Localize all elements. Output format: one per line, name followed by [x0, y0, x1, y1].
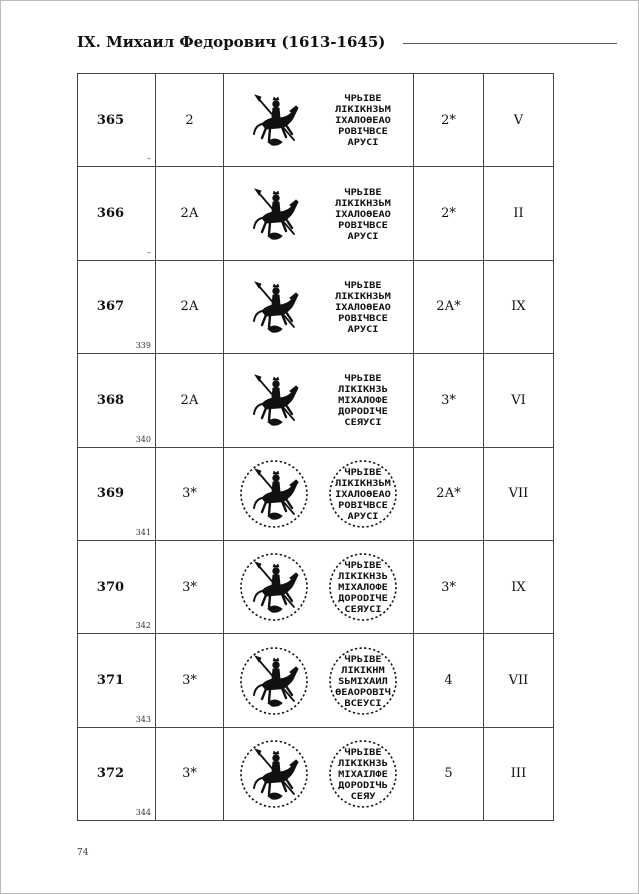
- coin-image-cell: [224, 167, 414, 260]
- reverse-legend-line: СЕЯУСI: [344, 604, 382, 615]
- reverse-legend-line: ЛIКIКНЗЬМ: [334, 290, 391, 301]
- type-value: 3*: [182, 486, 197, 502]
- table-row: [78, 354, 554, 447]
- reference-number: 339: [135, 341, 151, 351]
- coin-reverse-legend: [327, 645, 399, 717]
- coin-obverse-rider-icon: [238, 84, 310, 156]
- type-value: 2А: [180, 299, 199, 315]
- coin-reverse-legend: [327, 458, 399, 530]
- table-row: [78, 447, 554, 540]
- reverse-legend-line: МIХАЛОФЕ: [337, 395, 388, 406]
- reverse-legend-line: ЧРЬIВЕ: [344, 653, 382, 664]
- reference-number: 342: [135, 621, 151, 631]
- coin-reverse-legend: [327, 738, 399, 810]
- type-cell: [156, 74, 224, 167]
- rarity-value: 4: [444, 673, 453, 689]
- reverse-legend-line: ѲЕАОРОВIЧ: [334, 686, 391, 697]
- rarity-value: 2*: [441, 206, 456, 222]
- catalog-number-cell: [78, 447, 156, 540]
- table-row: [78, 634, 554, 727]
- grade-value: II: [513, 206, 524, 222]
- table-row: [78, 727, 554, 820]
- coin-reverse-legend: [327, 271, 399, 343]
- coin-obverse-rider-icon: [238, 458, 310, 530]
- type-cell: [156, 727, 224, 820]
- catalog-number-cell: [78, 727, 156, 820]
- coin-catalog-table: [77, 73, 554, 821]
- catalog-number-cell: [78, 354, 156, 447]
- catalog-number: 368: [96, 392, 125, 408]
- type-cell: [156, 447, 224, 540]
- catalog-number: 370: [96, 579, 125, 595]
- coin-obverse-rider-icon: [238, 178, 310, 250]
- catalog-number-cell: [78, 74, 156, 167]
- rarity-value: 5: [444, 766, 453, 782]
- reverse-legend-line: ЧРЬIВЕ: [344, 560, 382, 571]
- catalog-number: 367: [96, 299, 125, 315]
- catalog-number-cell: [78, 634, 156, 727]
- reference-number: 344: [135, 808, 151, 818]
- catalog-number: 369: [96, 486, 125, 502]
- reverse-legend-line: МIХАЛОФЕ: [337, 582, 388, 593]
- reverse-legend-line: ЛIКIКНМ: [341, 664, 385, 675]
- reverse-legend-line: АРУСI: [347, 323, 379, 334]
- coin-image-cell: [224, 447, 414, 540]
- table-row: [78, 540, 554, 633]
- table-row: [78, 167, 554, 260]
- reverse-legend-line: ЧРЬIВЕ: [344, 466, 382, 477]
- rarity-cell: [414, 74, 484, 167]
- rarity-cell: [414, 634, 484, 727]
- coin-image-cell: [224, 634, 414, 727]
- reverse-legend-line: ВСЕУСI: [344, 697, 382, 708]
- type-cell: [156, 167, 224, 260]
- rarity-cell: [414, 167, 484, 260]
- coin-obverse-rider-icon: [238, 364, 310, 436]
- coin-image-cell: [224, 74, 414, 167]
- reverse-legend-line: РОВIЧВСЕ: [337, 312, 388, 323]
- grade-value: VII: [508, 486, 529, 502]
- grade-cell: [484, 634, 554, 727]
- heading-rule: [403, 43, 617, 44]
- coin-reverse-legend: [327, 84, 399, 156]
- grade-cell: [484, 354, 554, 447]
- reverse-legend-line: СЕЯУСI: [344, 417, 382, 428]
- grade-cell: [484, 260, 554, 353]
- coin-obverse-rider-icon: [238, 645, 310, 717]
- rarity-value: 3*: [441, 392, 456, 408]
- grade-cell: [484, 167, 554, 260]
- grade-cell: [484, 74, 554, 167]
- page-number: 74: [77, 848, 89, 858]
- reverse-legend-line: IХАЛОѲЕАО: [334, 488, 391, 499]
- reverse-legend-line: ЛIКIКНЗЬ: [337, 384, 388, 395]
- grade-value: VII: [508, 673, 529, 689]
- chapter-heading: [77, 31, 617, 53]
- coin-obverse-rider-icon: [238, 271, 310, 343]
- catalog-number-cell: [78, 260, 156, 353]
- reverse-legend-line: SЬМIХАИЛ: [337, 675, 388, 686]
- reverse-legend-line: РОВIЧВСЕ: [337, 219, 388, 230]
- grade-value: V: [513, 112, 524, 128]
- catalog-number: 372: [96, 766, 125, 782]
- catalog-number-cell: [78, 540, 156, 633]
- reverse-legend-line: АРУСI: [347, 230, 379, 241]
- type-cell: [156, 260, 224, 353]
- coin-obverse-rider-icon: [238, 551, 310, 623]
- grade-cell: [484, 447, 554, 540]
- rarity-cell: [414, 540, 484, 633]
- coin-reverse-legend: [327, 364, 399, 436]
- type-cell: [156, 634, 224, 727]
- reverse-legend-line: ДОРОDIЧЕ: [337, 406, 388, 417]
- grade-cell: [484, 540, 554, 633]
- rarity-cell: [414, 447, 484, 540]
- type-cell: [156, 540, 224, 633]
- type-cell: [156, 354, 224, 447]
- grade-value: VI: [511, 392, 526, 408]
- type-value: 2: [185, 112, 194, 128]
- coin-obverse-rider-icon: [238, 738, 310, 810]
- reverse-legend-line: ЛIКIКНЗЬМ: [334, 104, 391, 115]
- coin-reverse-legend: [327, 551, 399, 623]
- reverse-legend-line: IХАЛОѲЕАО: [334, 208, 391, 219]
- reverse-legend-line: ЛIКIКНЗЬ: [337, 757, 388, 768]
- type-value: 3*: [182, 673, 197, 689]
- catalog-number-cell: [78, 167, 156, 260]
- chapter-title: IX. Михаил Федорович (1613-1645): [77, 33, 386, 51]
- reverse-legend-line: IХАЛОѲЕАО: [334, 115, 391, 126]
- coin-image-cell: [224, 260, 414, 353]
- grade-value: III: [510, 766, 527, 782]
- reverse-legend-line: МIХАIЛФЕ: [337, 768, 388, 779]
- catalog-number: 365: [96, 112, 125, 128]
- reverse-legend-line: ДОРОDIЧЕ: [337, 593, 388, 604]
- coin-image-cell: [224, 354, 414, 447]
- reverse-legend-line: СЕЯУ: [350, 790, 376, 801]
- reverse-legend-line: ЛIКIКНЗЬМ: [334, 197, 391, 208]
- table-row: [78, 260, 554, 353]
- grade-value: IX: [511, 299, 526, 315]
- type-value: 3*: [182, 579, 197, 595]
- reverse-legend-line: ЧРЬIВЕ: [344, 279, 382, 290]
- catalog-number: 371: [96, 673, 125, 689]
- rarity-cell: [414, 354, 484, 447]
- reverse-legend-line: ЛIКIКНЗЬ: [337, 571, 388, 582]
- rarity-value: 3*: [441, 579, 456, 595]
- rarity-value: 2А*: [436, 299, 461, 315]
- coin-reverse-legend: [327, 178, 399, 250]
- coin-image-cell: [224, 540, 414, 633]
- reference-number: 340: [135, 434, 151, 444]
- reverse-legend-line: ЧРЬIВЕ: [344, 186, 382, 197]
- reverse-legend-line: РОВIЧВСЕ: [337, 499, 388, 510]
- reverse-legend-line: АРУСI: [347, 510, 379, 521]
- catalog-number: 366: [96, 206, 125, 222]
- table-row: [78, 74, 554, 167]
- rarity-value: 2*: [441, 112, 456, 128]
- reverse-legend-line: АРУСI: [347, 137, 379, 148]
- rarity-cell: [414, 260, 484, 353]
- reverse-legend-line: ЛIКIКНЗЬМ: [334, 477, 391, 488]
- reverse-legend-line: ЧРЬIВЕ: [344, 373, 382, 384]
- reference-number: –: [147, 154, 151, 164]
- coin-image-cell: [224, 727, 414, 820]
- reverse-legend-line: ЧРЬIВЕ: [344, 93, 382, 104]
- reverse-legend-line: ДОРОDIЧЬ: [337, 779, 388, 790]
- rarity-value: 2А*: [436, 486, 461, 502]
- reverse-legend-line: IХАЛОѲЕАО: [334, 301, 391, 312]
- reference-number: –: [147, 247, 151, 257]
- reference-number: 343: [135, 714, 151, 724]
- reverse-legend-line: ЧРЬIВЕ: [344, 746, 382, 757]
- rarity-cell: [414, 727, 484, 820]
- type-value: 2А: [180, 392, 199, 408]
- reverse-legend-line: РОВIЧВСЕ: [337, 126, 388, 137]
- reference-number: 341: [135, 527, 151, 537]
- grade-value: IX: [511, 579, 526, 595]
- type-value: 3*: [182, 766, 197, 782]
- type-value: 2А: [180, 206, 199, 222]
- grade-cell: [484, 727, 554, 820]
